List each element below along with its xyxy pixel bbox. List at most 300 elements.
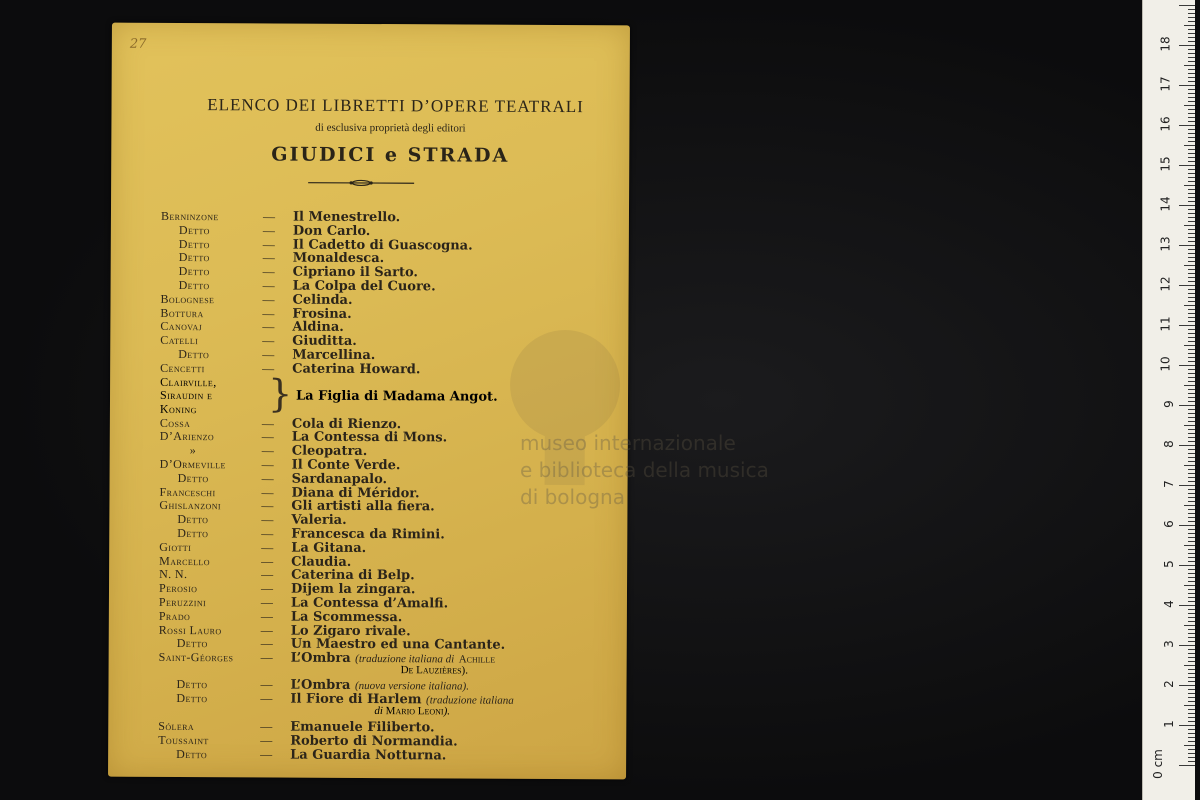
- ruler-tick: [1188, 477, 1195, 478]
- dash-separator: —: [262, 292, 275, 307]
- author-name: Detto: [178, 222, 210, 237]
- opera-title: Il Conte Verde.: [291, 457, 401, 474]
- ruler-tick: [1188, 213, 1195, 214]
- ruler-tick: [1188, 461, 1195, 462]
- ruler-tick: [1184, 345, 1195, 346]
- opera-title: La Colpa del Cuore.: [292, 278, 436, 295]
- dash-separator: —: [261, 526, 274, 541]
- ruler-tick: [1188, 29, 1195, 30]
- ruler-tick: [1184, 105, 1195, 106]
- version-note: (nuova versione italiana).: [355, 680, 470, 693]
- dash-separator: —: [260, 609, 273, 624]
- ruler-tick: [1188, 401, 1195, 402]
- ruler-tick: [1179, 645, 1195, 646]
- ruler-label: 8: [1162, 440, 1177, 448]
- ruler-tick: [1188, 693, 1195, 694]
- ruler-tick: [1188, 117, 1195, 118]
- ruler-tick: [1188, 601, 1195, 602]
- watermark-line-1: museo internazionale: [520, 431, 736, 455]
- opera-title: Valeria.: [291, 512, 347, 529]
- ruler-tick: [1188, 273, 1195, 274]
- opera-title: La Figlia di Madama Angot.: [295, 388, 498, 405]
- measurement-ruler: [1142, 0, 1195, 800]
- catalog-header: [111, 95, 629, 168]
- ruler-tick: [1188, 609, 1195, 610]
- ruler-tick: [1188, 677, 1195, 678]
- author-name: Koning: [159, 401, 197, 416]
- dash-separator: —: [261, 512, 274, 527]
- ruler-tick: [1179, 205, 1195, 206]
- ruler-tick: [1188, 637, 1195, 638]
- ruler-tick: [1188, 77, 1195, 78]
- ruler-tick: [1184, 705, 1195, 706]
- translator-name: De Lauzières: [400, 664, 462, 677]
- ruler-tick: [1184, 585, 1195, 586]
- ruler-tick: [1188, 381, 1195, 382]
- ruler-tick: [1188, 413, 1195, 414]
- dash-separator: —: [260, 650, 273, 665]
- ruler-tick: [1188, 301, 1195, 302]
- dash-separator: —: [260, 677, 273, 692]
- ruler-tick: [1188, 361, 1195, 362]
- ruler-tick: [1188, 37, 1195, 38]
- ruler-tick: [1188, 653, 1195, 654]
- author-name: Catelli: [160, 333, 199, 348]
- opera-title: La Guardia Notturna.: [290, 747, 447, 764]
- ruler-tick: [1188, 389, 1195, 390]
- ruler-tick: [1188, 441, 1195, 442]
- opera-title: Sardanapalo.: [291, 471, 388, 487]
- opera-title: Diana di Méridor.: [291, 485, 420, 501]
- dash-separator: —: [262, 361, 275, 376]
- opera-title: Roberto di Normandia.: [290, 733, 458, 750]
- dash-separator: —: [261, 540, 274, 555]
- author-name: Peruzzini: [158, 594, 207, 610]
- ruler-tick: [1188, 417, 1195, 418]
- opera-title: Emanuele Filiberto.: [290, 719, 435, 736]
- ruler-tick: [1188, 109, 1195, 110]
- ruler-tick: [1188, 689, 1195, 690]
- publisher-name: GIUDICI e STRADA: [271, 143, 510, 167]
- opera-title-text: L’Ombra: [290, 650, 351, 667]
- ruler-tick: [1188, 289, 1195, 290]
- ruler-tick: [1188, 377, 1195, 378]
- ruler-tick: [1179, 285, 1195, 286]
- ruler-label: 0 cm: [1151, 749, 1166, 779]
- author-name: Saint-Géorges: [158, 650, 234, 665]
- opera-title: Monaldesca.: [292, 250, 385, 267]
- ruler-tick: [1188, 473, 1195, 474]
- author-name: Detto: [178, 347, 210, 362]
- ruler-tick: [1188, 729, 1195, 730]
- author-name: Detto: [178, 236, 210, 251]
- ruler-tick: [1188, 529, 1195, 530]
- handwritten-number: 27: [129, 36, 147, 52]
- author-name: Franceschi: [159, 484, 216, 499]
- ruler-tick: [1188, 621, 1195, 622]
- dash-separator: —: [262, 319, 275, 334]
- ruler-tick: [1188, 557, 1195, 558]
- ruler-tick: [1188, 537, 1195, 538]
- ruler-tick: [1179, 485, 1195, 486]
- ruler-tick: [1188, 373, 1195, 374]
- ruler-tick: [1188, 89, 1195, 90]
- list-item: [108, 746, 626, 763]
- dash-separator: —: [262, 306, 275, 321]
- ruler-label: 18: [1158, 36, 1173, 52]
- ruler-tick: [1188, 177, 1195, 178]
- ruler-tick: [1188, 21, 1195, 22]
- ruler-tick: [1188, 241, 1195, 242]
- ruler-tick: [1188, 189, 1195, 190]
- ruler-tick: [1184, 145, 1195, 146]
- dash-separator: —: [260, 733, 273, 748]
- author-name: Detto: [178, 250, 210, 265]
- ruler-tick: [1188, 17, 1195, 18]
- watermark-line-2: e biblioteca della musica: [520, 458, 769, 482]
- ruler-tick: [1188, 573, 1195, 574]
- ruler-tick: [1188, 673, 1195, 674]
- ruler-tick: [1188, 497, 1195, 498]
- ruler-label: 9: [1162, 400, 1177, 408]
- ruler-tick: [1188, 753, 1195, 754]
- author-name: Berninzone: [160, 208, 219, 224]
- libretto-back-cover: [108, 23, 630, 780]
- author-name: Sólera: [158, 718, 195, 734]
- opera-title: Dijem la zingara.: [290, 581, 416, 598]
- opera-title: Cola di Rienzo.: [291, 416, 402, 432]
- opera-title: Claudia.: [291, 554, 352, 570]
- note-word: di: [374, 705, 383, 718]
- ruler-tick: [1184, 305, 1195, 306]
- ruler-tick: [1188, 541, 1195, 542]
- catalog-subtitle: di esclusiva proprietà degli editori: [315, 121, 466, 135]
- ruler-tick: [1188, 333, 1195, 334]
- ruler-tick: [1188, 493, 1195, 494]
- museum-watermark: [520, 430, 769, 511]
- note-end: ).: [443, 705, 451, 718]
- ruler-tick: [1188, 517, 1195, 518]
- dash-separator: —: [262, 347, 275, 362]
- ruler-tick: [1188, 209, 1195, 210]
- ruler-tick: [1188, 13, 1195, 14]
- author-name: Canovaj: [160, 319, 203, 334]
- ruler-tick: [1188, 153, 1195, 154]
- ruler-tick: [1188, 121, 1195, 122]
- opera-title: Caterina di Belp.: [291, 567, 415, 584]
- ruler-tick: [1188, 629, 1195, 630]
- dash-separator: —: [262, 333, 275, 348]
- ruler-tick: [1188, 697, 1195, 698]
- ruler-tick: [1184, 265, 1195, 266]
- author-name: Detto: [177, 470, 209, 485]
- dash-separator: —: [262, 264, 275, 279]
- ruler-tick: [1188, 709, 1195, 710]
- ruler-tick: [1179, 245, 1195, 246]
- opera-title: Marcellina.: [292, 347, 376, 364]
- opera-title: Lo Zigaro rivale.: [290, 623, 411, 639]
- ruler-tick: [1188, 561, 1195, 562]
- ruler-tick: [1188, 481, 1195, 482]
- dash-separator: —: [260, 747, 273, 762]
- ruler-tick: [1188, 661, 1195, 662]
- opera-title: Il Menestrello.: [292, 209, 401, 226]
- ruler-tick: [1188, 409, 1195, 410]
- ruler-tick: [1188, 617, 1195, 618]
- ruler-label: 1: [1162, 720, 1177, 728]
- ruler-tick: [1188, 733, 1195, 734]
- ruler-tick: [1188, 349, 1195, 350]
- author-name: Perosio: [158, 581, 198, 596]
- ruler-tick: [1188, 309, 1195, 310]
- author-name: D’Arienzo: [159, 429, 215, 444]
- author-name: »: [189, 443, 197, 458]
- ruler-tick: [1188, 249, 1195, 250]
- ruler-tick: [1188, 613, 1195, 614]
- translation-note-cont: [374, 705, 450, 717]
- opera-title: Don Carlo.: [292, 223, 371, 239]
- opera-title: Il Cadetto di Guascogna.: [292, 237, 473, 254]
- opera-title: Giuditta.: [292, 333, 357, 350]
- dash-separator: —: [261, 498, 274, 513]
- ruler-label: 13: [1158, 236, 1173, 252]
- ruler-tick: [1188, 217, 1195, 218]
- author-name: Ghislanzoni: [159, 498, 222, 513]
- author-name: Rossi Lauro: [158, 622, 222, 637]
- ruler-tick: [1184, 25, 1195, 26]
- ornament-divider: [306, 179, 416, 188]
- ruler-tick: [1188, 253, 1195, 254]
- ruler-tick: [1188, 633, 1195, 634]
- dash-separator: —: [260, 581, 274, 596]
- ruler-tick: [1188, 649, 1195, 650]
- ruler-tick: [1188, 49, 1195, 50]
- ruler-tick: [1188, 133, 1195, 134]
- ruler-tick: [1184, 625, 1195, 626]
- ruler-tick: [1188, 269, 1195, 270]
- opera-title: La Gitana.: [291, 540, 367, 556]
- ruler-tick: [1188, 669, 1195, 670]
- ruler-tick: [1188, 393, 1195, 394]
- dash-separator: —: [261, 567, 274, 582]
- ruler-tick: [1184, 745, 1195, 746]
- ruler-label: 6: [1162, 520, 1177, 528]
- ruler-tick: [1188, 713, 1195, 714]
- ruler-label: 12: [1158, 276, 1173, 292]
- ruler-label: 2: [1162, 680, 1177, 688]
- ruler-tick: [1188, 237, 1195, 238]
- ruler-tick: [1179, 45, 1195, 46]
- ruler-tick: [1188, 717, 1195, 718]
- ruler-tick: [1188, 313, 1195, 314]
- ruler-tick: [1188, 53, 1195, 54]
- ruler-tick: [1188, 261, 1195, 262]
- author-name: Detto: [177, 512, 209, 527]
- ruler-tick: [1188, 57, 1195, 58]
- dash-separator: —: [260, 623, 273, 638]
- dash-separator: —: [262, 209, 276, 224]
- ruler-tick: [1188, 397, 1195, 398]
- author-name: Cossa: [159, 415, 191, 430]
- ruler-tick: [1188, 761, 1195, 762]
- ruler-tick: [1188, 293, 1195, 294]
- ruler-tick: [1188, 169, 1195, 170]
- opera-title: Francesca da Rimini.: [291, 526, 445, 543]
- dash-separator: —: [260, 719, 273, 734]
- ruler-label: 7: [1162, 480, 1177, 488]
- ruler-tick: [1188, 681, 1195, 682]
- ruler-tick: [1188, 757, 1195, 758]
- dash-separator: —: [261, 457, 274, 472]
- ruler-label: 4: [1162, 600, 1177, 608]
- ruler-label: 15: [1158, 156, 1173, 172]
- ruler-tick: [1188, 449, 1195, 450]
- ruler-tick: [1188, 577, 1195, 578]
- opera-title: Celinda.: [292, 292, 353, 308]
- ruler-tick: [1184, 65, 1195, 66]
- translation-note: (traduzione italiana: [426, 694, 514, 707]
- ruler-tick: [1188, 137, 1195, 138]
- ruler-tick: [1179, 565, 1195, 566]
- ruler-label: 11: [1158, 316, 1173, 332]
- ruler-tick: [1188, 321, 1195, 322]
- dash-separator: —: [262, 223, 275, 238]
- ruler-tick: [1179, 5, 1195, 6]
- ruler-tick: [1188, 737, 1195, 738]
- ruler-tick: [1188, 641, 1195, 642]
- ruler-tick: [1179, 85, 1195, 86]
- ruler-tick: [1184, 225, 1195, 226]
- ruler-tick: [1179, 445, 1195, 446]
- ruler-tick: [1188, 453, 1195, 454]
- ruler-label: 5: [1162, 560, 1177, 568]
- ruler-tick: [1184, 465, 1195, 466]
- ruler-tick: [1188, 337, 1195, 338]
- ruler-tick: [1184, 505, 1195, 506]
- translator-name: Achille: [458, 653, 496, 666]
- ruler-tick: [1188, 181, 1195, 182]
- ruler-tick: [1188, 173, 1195, 174]
- ruler-tick: [1179, 365, 1195, 366]
- author-name: Detto: [177, 525, 209, 541]
- ruler-tick: [1188, 277, 1195, 278]
- ruler-tick: [1184, 385, 1195, 386]
- ruler-tick: [1188, 501, 1195, 502]
- ruler-tick: [1188, 421, 1195, 422]
- author-name: Siraudin e: [159, 387, 213, 403]
- author-name: Detto: [178, 278, 210, 293]
- ruler-tick: [1188, 113, 1195, 114]
- dash-separator: —: [261, 554, 274, 569]
- ruler-tick: [1188, 429, 1195, 430]
- note-end: ).: [461, 664, 469, 677]
- dash-separator: —: [261, 485, 274, 500]
- ruler-tick: [1188, 353, 1195, 354]
- ruler-tick: [1188, 581, 1195, 582]
- opera-title: Cleopatra.: [291, 443, 368, 460]
- ruler-tick: [1188, 549, 1195, 550]
- author-name: Bottura: [160, 305, 204, 320]
- ruler-tick: [1188, 201, 1195, 202]
- dash-separator: —: [260, 691, 273, 706]
- watermark-line-3: di bologna: [520, 485, 625, 509]
- ruler-tick: [1179, 765, 1195, 766]
- ruler-tick: [1188, 741, 1195, 742]
- ruler-tick: [1188, 297, 1195, 298]
- ruler-tick: [1184, 665, 1195, 666]
- opera-title: Cipriano il Sarto.: [292, 264, 418, 281]
- ruler-tick: [1188, 161, 1195, 162]
- ruler-tick: [1188, 437, 1195, 438]
- ruler-tick: [1188, 141, 1195, 142]
- ruler-tick: [1188, 749, 1195, 750]
- ruler-label: 3: [1162, 640, 1177, 648]
- author-name: Prado: [158, 608, 191, 623]
- author-name: Toussaint: [158, 732, 209, 747]
- ruler-tick: [1188, 317, 1195, 318]
- list-item: [109, 650, 627, 667]
- dash-separator: —: [262, 250, 275, 265]
- author-name: Cencetti: [160, 360, 205, 375]
- ruler-tick: [1188, 193, 1195, 194]
- author-name: Marcello: [159, 553, 210, 568]
- ruler-tick: [1184, 185, 1195, 186]
- author-name: Clairville,: [160, 374, 217, 389]
- ruler-tick: [1179, 605, 1195, 606]
- ruler-tick: [1188, 369, 1195, 370]
- ruler-tick: [1188, 157, 1195, 158]
- ruler-tick: [1188, 533, 1195, 534]
- ruler-tick: [1188, 233, 1195, 234]
- ruler-tick: [1188, 701, 1195, 702]
- dash-separator: —: [261, 443, 274, 458]
- dash-separator: —: [262, 237, 275, 252]
- ruler-tick: [1188, 129, 1195, 130]
- ruler-tick: [1188, 149, 1195, 150]
- ruler-tick: [1188, 469, 1195, 470]
- ruler-tick: [1188, 93, 1195, 94]
- ruler-tick: [1188, 433, 1195, 434]
- brace-symbol: }: [267, 371, 293, 416]
- ruler-tick: [1188, 197, 1195, 198]
- opera-title: Frosina.: [292, 306, 352, 322]
- opera-title: Un Maestro ed una Cantante.: [290, 636, 506, 654]
- ruler-tick: [1188, 589, 1195, 590]
- opera-title-text: L’Ombra: [290, 677, 351, 694]
- author-name: Giotti: [159, 539, 192, 554]
- ruler-tick: [1188, 721, 1195, 722]
- ruler-tick: [1188, 569, 1195, 570]
- ruler-tick: [1188, 657, 1195, 658]
- opera-title-text: Il Fiore di Harlem: [290, 691, 422, 708]
- ruler-label: 10: [1158, 356, 1173, 372]
- ruler-tick: [1188, 69, 1195, 70]
- opera-title: Aldina.: [292, 319, 344, 336]
- ruler-label: 17: [1158, 76, 1173, 92]
- opera-title: La Scommessa.: [290, 609, 403, 625]
- ruler-label: 14: [1158, 196, 1173, 212]
- dash-separator: —: [260, 636, 273, 651]
- ruler-tick: [1188, 101, 1195, 102]
- ruler-tick: [1179, 325, 1195, 326]
- author-name: Detto: [176, 746, 208, 761]
- list-item: [108, 691, 626, 708]
- author-name: Bolognese: [160, 291, 215, 306]
- ruler-tick: [1188, 489, 1195, 490]
- ruler-tick: [1188, 73, 1195, 74]
- translation-note: (traduzione italiana di: [355, 653, 455, 666]
- opera-title: La Contessa d’Amalfi.: [290, 595, 449, 612]
